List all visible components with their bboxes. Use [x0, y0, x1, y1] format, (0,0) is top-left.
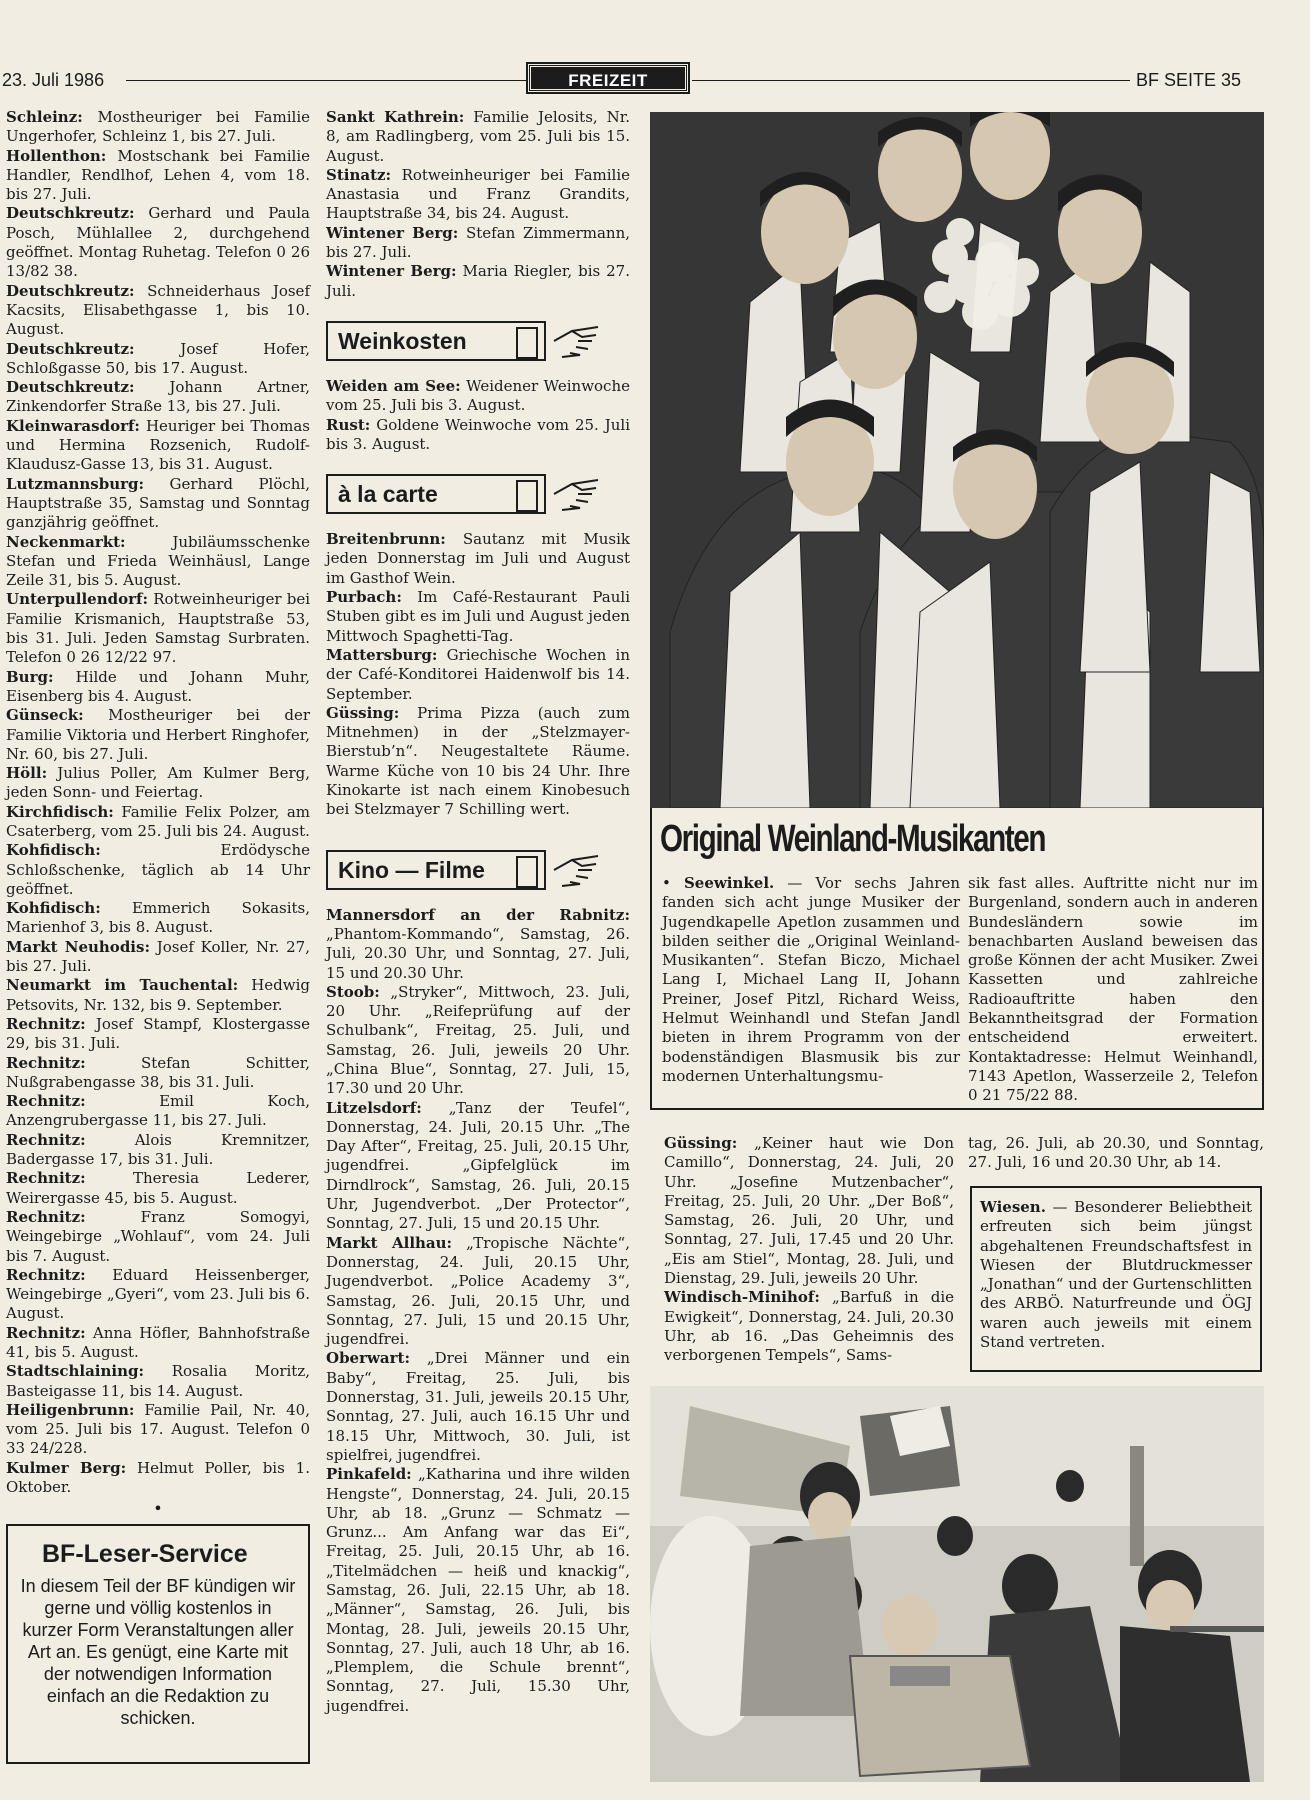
listing-place: Güssing:	[664, 1134, 738, 1152]
heuriger-list-continued	[326, 108, 630, 301]
listing-place: Hollenthon:	[6, 146, 107, 165]
listing-place: Pinkafeld:	[326, 1465, 412, 1484]
listing-entry	[326, 1349, 630, 1465]
listing-text: Emmerich Sokasits, Marienhof 3, bis 8. August.	[6, 899, 310, 937]
listing-entry	[6, 706, 310, 764]
listing-place: Kohfidisch:	[6, 841, 101, 860]
listing-entry	[326, 1099, 630, 1234]
listing-place: Lutzmannsburg:	[6, 474, 145, 493]
listing-place: Kohfidisch:	[6, 899, 101, 918]
listing-entry	[6, 590, 310, 667]
listing-place: Rechnitz:	[6, 1265, 86, 1284]
listing-text: Stefan Schitter, Nußgrabengasse 38, bis 31. Juli.	[6, 1053, 310, 1091]
listing-place: Purbach:	[326, 588, 402, 607]
listing-text: Heuriger bei Thomas und Hermina Rozsenich, Rudolf-Klaudusz-Gasse 13, bis 31. August.	[6, 416, 310, 474]
listing-text: Sautanz mit Musik jeden Donnerstag im Juli und August im Gasthof Wein.	[326, 530, 630, 587]
listing-text: Theresia Lederer, Weirergasse 45, bis 5. August.	[6, 1169, 310, 1207]
listing-entry	[6, 417, 310, 475]
listing-entry	[6, 204, 310, 281]
listing-place: Schleinz:	[6, 108, 83, 126]
listing-text: Maria Riegler, bis 27. Juli.	[326, 262, 630, 300]
listing-text: „Tropische Nächte“, Donnerstag, 24. Juli, 20.15 Uhr, Jugendverbot. „Police Academy 3“, Samstag, 26. Juli, 20.15 Uhr, und Sonntag, 27. Juli, 15 und 20.15 Uhr, jugendfrei.	[326, 1233, 630, 1349]
feature-text-a: — Vor sechs Jahren fanden sich acht junge Musiker der Jugendkapelle Apetlon zusammen und bilden seither die „Original Weinland-Musikanten“. Stefan Biczo, Michael Lang I, Michael Lang II, Johann Preiner, Josef Pitzl, Richard Weiss, Helmut Weinhandl und Stefan Jandl bieten in ihrem Programm von der bodenständigen Blasmusik bis zur modernen Unterhaltungsmu-	[662, 874, 961, 1085]
listing-place: Rechnitz:	[6, 1053, 86, 1072]
listing-text: Mostheuriger bei Familie Ungerhofer, Schleinz 1, bis 27. Juli.	[6, 108, 310, 146]
kino-continued-text: tag, 26. Juli, ab 20.30, und Sonntag, 27. Juli, 16 und 20.30 Uhr, ab 14.	[968, 1134, 1264, 1172]
listing-text: Eduard Heissenberger, Weingebirge „Gyeri“, vom 23. Juli bis 6. August.	[6, 1265, 310, 1323]
feature-text-col-b	[968, 874, 1258, 1106]
listing-text: Mostschank bei Familie Handler, Rendlhof, Lehen 4, vom 18. bis 27. Juli.	[6, 146, 310, 204]
column-heuriger-list	[6, 108, 310, 1519]
listing-place: Oberwart:	[326, 1349, 411, 1368]
listing-place: Rust:	[326, 415, 371, 434]
listing-text: „Drei Männer und ein Baby“, Freitag, 25. Juli, bis Donnerstag, 31. Juli, jeweils 20.15 Uhr, Sonntag, 27. Juli, auch 16.15 Uhr und 18.15 Uhr, Mittwoch, 30. Juli, ist spielfrei, jugendfrei.	[326, 1349, 630, 1464]
listing-entry	[6, 668, 310, 707]
listing-entry	[326, 906, 630, 983]
listing-place: Günseck:	[6, 706, 84, 725]
issue-date: 23. Juli 1986	[2, 70, 105, 90]
listing-text: Goldene Weinwoche vom 25. Juli bis 3. August.	[326, 415, 630, 453]
listing-entry	[6, 1324, 310, 1363]
column-events	[326, 108, 630, 1716]
listing-place: Sankt Kathrein:	[326, 108, 465, 126]
weinkosten-list	[326, 377, 630, 454]
listing-place: Deutschkreutz:	[6, 281, 135, 300]
pointing-hand-icon	[552, 323, 602, 359]
listing-entry	[6, 803, 310, 842]
listing-text: Emil Koch, Anzengrubergasse 11, bis 27. Juli.	[6, 1092, 310, 1130]
listing-entry	[6, 1131, 310, 1170]
listing-place: Rechnitz:	[6, 1169, 86, 1188]
kino-heading	[326, 850, 630, 892]
listing-place: Markt Neuhodis:	[6, 937, 150, 956]
feature-text-b: sik fast alles. Auftritte nicht nur im Burgenland, sondern auch in anderen Bundesländern sowie im benachbarten Ausland beweisen das große Können der acht Musiker. Zwei Kassetten und zahlreiche Radioauftritte haben den Bekanntheitsgrad der Formation entscheidend erweitert. Kontaktadresse: Helmut Weinhandl, 7143 Apetlon, Wasserzeile 2, Telefon 0 21 75/22 88.	[968, 874, 1258, 1105]
listing-entry	[326, 1234, 630, 1350]
listing-entry	[326, 1465, 630, 1716]
reader-service-box	[6, 1524, 310, 1764]
listing-text: „Barfuß in die Ewigkeit“, Donnerstag, 24. Juli, 20.30 Uhr, ab 16. „Das Geheimnis des verborgenen Tempels“, Sams-	[664, 1288, 954, 1365]
kino-title: Kino — Filme	[326, 850, 546, 890]
listing-text: Familie Jelosits, Nr. 8, am Radlingberg, vom 25. Juli bis 15. August.	[326, 108, 630, 165]
listing-place: Rechnitz:	[6, 1207, 86, 1226]
listing-entry	[6, 976, 310, 1015]
listing-place: Rechnitz:	[6, 1323, 86, 1342]
listing-place: Stadtschlaining:	[6, 1362, 145, 1381]
listing-entry	[6, 1169, 310, 1208]
header-rule-right	[692, 80, 1130, 81]
listing-entry	[6, 282, 310, 340]
listing-text: Stefan Zimmermann, bis 27. Juli.	[326, 223, 630, 262]
listing-place: Kirchfidisch:	[6, 802, 114, 821]
listing-text: Griechische Wochen in der Café-Konditorei Haidenwolf bis 14. September.	[326, 645, 630, 703]
listing-entry	[6, 1459, 310, 1498]
reader-service-text: In diesem Teil der BF kündigen wir gerne und völlig kostenlos in kurzer Form Veranstaltungen aller Art an. Es genügt, eine Karte mit der notwendigen Information einfach an die Redaktion zu schicken.	[20, 1576, 296, 1728]
listing-entry	[6, 108, 310, 147]
listing-text: Helmut Poller, bis 1. Oktober.	[6, 1458, 310, 1497]
listing-text: Familie Felix Polzer, am Csaterberg, vom 25. Juli bis 24. August.	[6, 802, 310, 840]
listing-place: Deutschkreutz:	[6, 204, 135, 223]
listing-entry	[326, 108, 630, 166]
listing-place: Deutschkreutz:	[6, 378, 135, 397]
listing-entry	[6, 899, 310, 938]
listing-text: „Tanz der Teufel“, Donnerstag, 24. Juli, 20.15 Uhr. „The Day After“, Freitag, 25. Juli, 20.15 Uhr, jugendfrei. „Gipfelglück im Dirndlrock“, Samstag, 26. Juli, 20.15 Uhr, Jugendverbot. „Der Protector“, Sonntag, 27. Juli, 15 und 20.15 Uhr.	[326, 1098, 630, 1233]
listing-place: Unterpullendorf:	[6, 590, 148, 609]
listing-place: Heiligenbrunn:	[6, 1400, 135, 1419]
weinkosten-title: Weinkosten	[326, 321, 546, 361]
listing-place: Wintener Berg:	[326, 223, 459, 242]
separator-dot: •	[153, 1499, 163, 1519]
listing-text: Franz Somogyi, Weingebirge „Wohlauf“, vom 24. Juli bis 7. August.	[6, 1207, 310, 1265]
listing-place: Höll:	[6, 764, 48, 783]
reader-service-title: BF-Leser-Service	[42, 1540, 248, 1568]
listing-text: Jubiläumsschenke Stefan und Frieda Weinhäusl, Lange Zeile 31, bis 5. August.	[6, 532, 310, 590]
alacarte-title: à la carte	[326, 474, 546, 514]
listing-place: Güssing:	[326, 703, 400, 722]
listing-text: Julius Poller, Am Kulmer Berg, jeden Sonn- und Feiertag.	[6, 764, 310, 802]
listing-entry	[6, 1401, 310, 1459]
listing-place: Kleinwarasdorf:	[6, 416, 140, 435]
listing-text: „Katharina und ihre wilden Hengste“, Donnerstag, 24. Juli, 20.15 Uhr, ab 18. „Grunz — Schmatz — Grunz... Am Anfang war das Ei“, Freitag, 25. Juli, 20.15 Uhr, ab 16. „Titelmädchen — heiß und knackig“, Samstag, 26. Juli, 22.15 Uhr, ab 18. „Männer“, Samstag, 26. Juli, bis Montag, 28. Juli, jeweils 20.15 Uhr, Sonntag, 27. Juli, auch 18 Uhr, ab 16. „Plemplem, die Schule brennt“, Sonntag, 27. Juli, 15.30 Uhr, jugendfrei.	[326, 1465, 630, 1715]
listing-text: Alois Kremnitzer, Badergasse 17, bis 31. Juli.	[6, 1130, 310, 1169]
section-label: FREIZEIT	[528, 64, 688, 92]
listing-text: Rosalia Moritz, Basteigasse 11, bis 14. August.	[6, 1362, 310, 1400]
listing-place: Wintener Berg:	[326, 262, 457, 281]
wiesen-box	[970, 1186, 1262, 1372]
listing-text: Prima Pizza (auch zum Mitnehmen) in der „Stelzmayer-Bierstub’n“. Neugestaltete Räume. Warme Küche von 10 bis 24 Uhr. Ihre Kinokarte ist nach einem Kinobesuch bei Stelzmayer 7 Schilling wert.	[326, 703, 630, 819]
listing-place: Deutschkreutz:	[6, 339, 135, 358]
listing-text: Weidener Weinwoche vom 25. Juli bis 3. August.	[326, 376, 630, 415]
listing-place: Mattersburg:	[326, 645, 438, 664]
listing-text: Gerhard und Paula Posch, Mühlallee 2, durchgehend geöffnet. Montag Ruhetag. Telefon 0 26 13/82 38.	[6, 204, 310, 281]
listing-entry	[664, 1288, 954, 1365]
listing-entry	[6, 841, 310, 899]
listing-entry	[6, 147, 310, 205]
band-photo	[650, 112, 1264, 808]
listing-entry	[6, 938, 310, 977]
listing-place: Markt Allhau:	[326, 1233, 453, 1252]
listing-entry	[6, 340, 310, 379]
pointing-hand-icon	[552, 852, 602, 888]
listing-text: Josef Stampf, Klostergasse 29, bis 31. Juli.	[6, 1014, 310, 1053]
listing-entry	[326, 416, 630, 455]
listing-place: Rechnitz:	[6, 1092, 86, 1111]
listing-entry	[6, 1015, 310, 1054]
listing-text: „Phantom-Kommando“, Samstag, 26. Juli, 20.30 Uhr, und Sonntag, 27. Juli, 15 und 20.30 Uhr.	[326, 924, 630, 982]
listing-text: Gerhard Plöchl, Hauptstraße 35, Samstag und Sonntag ganzjährig geöffnet.	[6, 474, 310, 532]
listing-place: Kulmer Berg:	[6, 1458, 127, 1477]
listing-entry	[326, 983, 630, 1099]
pointing-hand-icon	[552, 476, 602, 512]
listing-text: Josef Koller, Nr. 27, bis 27. Juli.	[6, 937, 310, 976]
listing-text: Hedwig Petsovits, Nr. 132, bis 9. September.	[6, 976, 310, 1014]
listing-text: Rotweinheuriger bei Familie Anastasia und Franz Grandits, Hauptstraße 34, bis 24. August.	[326, 165, 630, 223]
listing-text: Mostheuriger bei der Familie Viktoria und Herbert Ringhofer, Nr. 60, bis 27. Juli.	[6, 706, 310, 763]
listing-entry	[6, 533, 310, 591]
alacarte-list	[326, 530, 630, 819]
listing-entry	[6, 1208, 310, 1266]
listing-place: Stoob:	[326, 982, 380, 1001]
listing-entry	[6, 378, 310, 417]
wiesen-text: — Besonderer Beliebtheit erfreuten sich beim jüngst abgehaltenen Freundschaftsfest in Wiesen der Blutdruckmesser „Jonathan“ und der Gurtenschlitten des ARBÖ. Naturfreunde und ÖGJ waren auch jeweils mit einem Stand vertreten.	[980, 1198, 1252, 1352]
listing-place: Rechnitz:	[6, 1014, 86, 1033]
listing-entry	[326, 588, 630, 646]
listing-place: Rechnitz:	[6, 1130, 86, 1149]
kino-list	[326, 906, 630, 1716]
listing-place: Neckenmarkt:	[6, 532, 126, 551]
feature-text-col-a	[662, 874, 960, 1086]
column-kino-end	[968, 1134, 1264, 1173]
feature-headline: Original Weinland-Musikanten	[660, 818, 1046, 860]
bullet-icon: •	[662, 874, 684, 892]
weinkosten-heading	[326, 321, 630, 363]
listing-text: Familie Pail, Nr. 40, vom 25. Juli bis 17. August. Telefon 0 33 24/228.	[6, 1400, 310, 1458]
listing-entry	[326, 704, 630, 820]
listing-entry	[664, 1134, 954, 1288]
feature-place: Seewinkel.	[683, 874, 775, 892]
listing-place: Burg:	[6, 667, 54, 686]
header-rule-left	[126, 80, 526, 81]
listing-place: Neumarkt im Tauchental:	[6, 976, 239, 995]
listing-place: Mannersdorf an der Rabnitz:	[326, 905, 630, 924]
page-header	[0, 62, 1270, 92]
listing-entry	[6, 1092, 310, 1131]
listing-text: Erdödysche Schloßschenke, täglich ab 14 Uhr geöffnet.	[6, 841, 310, 898]
listing-entry	[6, 475, 310, 533]
alacarte-heading	[326, 474, 630, 516]
listing-text: Rotweinheuriger bei Familie Krismanich, Hauptstraße 53, bis 31. Juli. Jeden Samstag Surbraten. Telefon 0 26 12/22 97.	[6, 590, 310, 667]
listing-entry	[326, 377, 630, 416]
listing-place: Weiden am See:	[326, 376, 461, 395]
listing-entry	[326, 166, 630, 224]
listing-entry	[6, 1054, 310, 1093]
listing-text: „Keiner haut wie Don Camillo“, Donnerstag, 24. Juli, 20 Uhr. „Josefine Mutzenbacher“, Freitag, 25. Juli, 20 Uhr. „Der Boß“, Samstag, 26. Juli, 20 Uhr, und Sonntag, 27. Juli, 17.45 und 20 Uhr. „Eis am Stiel“, Montag, 28. Juli, und Dienstag, 29. Juli, jeweils 20 Uhr.	[664, 1134, 954, 1288]
event-photo	[650, 1386, 1264, 1782]
listing-text: Johann Artner, Zinkendorfer Straße 13, bis 27. Juli.	[6, 378, 310, 416]
listing-entry	[326, 646, 630, 704]
listing-text: Schneiderhaus Josef Kacsits, Elisabethgasse 1, bis 10. August.	[6, 281, 310, 339]
listing-place: Windisch-Minihof:	[664, 1288, 820, 1307]
listing-place: Stinatz:	[326, 165, 392, 184]
listing-entry	[6, 1266, 310, 1324]
listing-place: Litzelsdorf:	[326, 1098, 422, 1117]
page-number: BF SEITE 35	[1136, 70, 1242, 90]
listing-entry	[6, 764, 310, 803]
listing-entry	[6, 1362, 310, 1401]
listing-entry	[326, 224, 630, 263]
column-kino-continued	[664, 1134, 954, 1366]
listing-entry	[326, 530, 630, 588]
listing-text: Anna Höfler, Bahnhofstraße 41, bis 5. August.	[6, 1323, 310, 1361]
listing-text: Im Café-Restaurant Pauli Stuben gibt es im Juli und August jeden Mittwoch Spaghetti-Tag.	[326, 588, 630, 645]
listing-text: „Stryker“, Mittwoch, 23. Juli, 20 Uhr. „Reifeprüfung auf der Schulbank“, Freitag, 25. Juli, und Samstag, 26. Juli, jeweils 20 Uhr. „China Blue“, Sonntag, 27. Juli, 15, 17.30 und 20 Uhr.	[326, 982, 630, 1098]
listing-entry	[326, 262, 630, 301]
listing-place: Breitenbrunn:	[326, 530, 446, 549]
listing-text: Hilde und Johann Muhr, Eisenberg bis 4. August.	[6, 667, 310, 705]
wiesen-place: Wiesen.	[980, 1198, 1046, 1216]
listing-text: Josef Hofer, Schloßgasse 50, bis 17. August.	[6, 339, 310, 377]
